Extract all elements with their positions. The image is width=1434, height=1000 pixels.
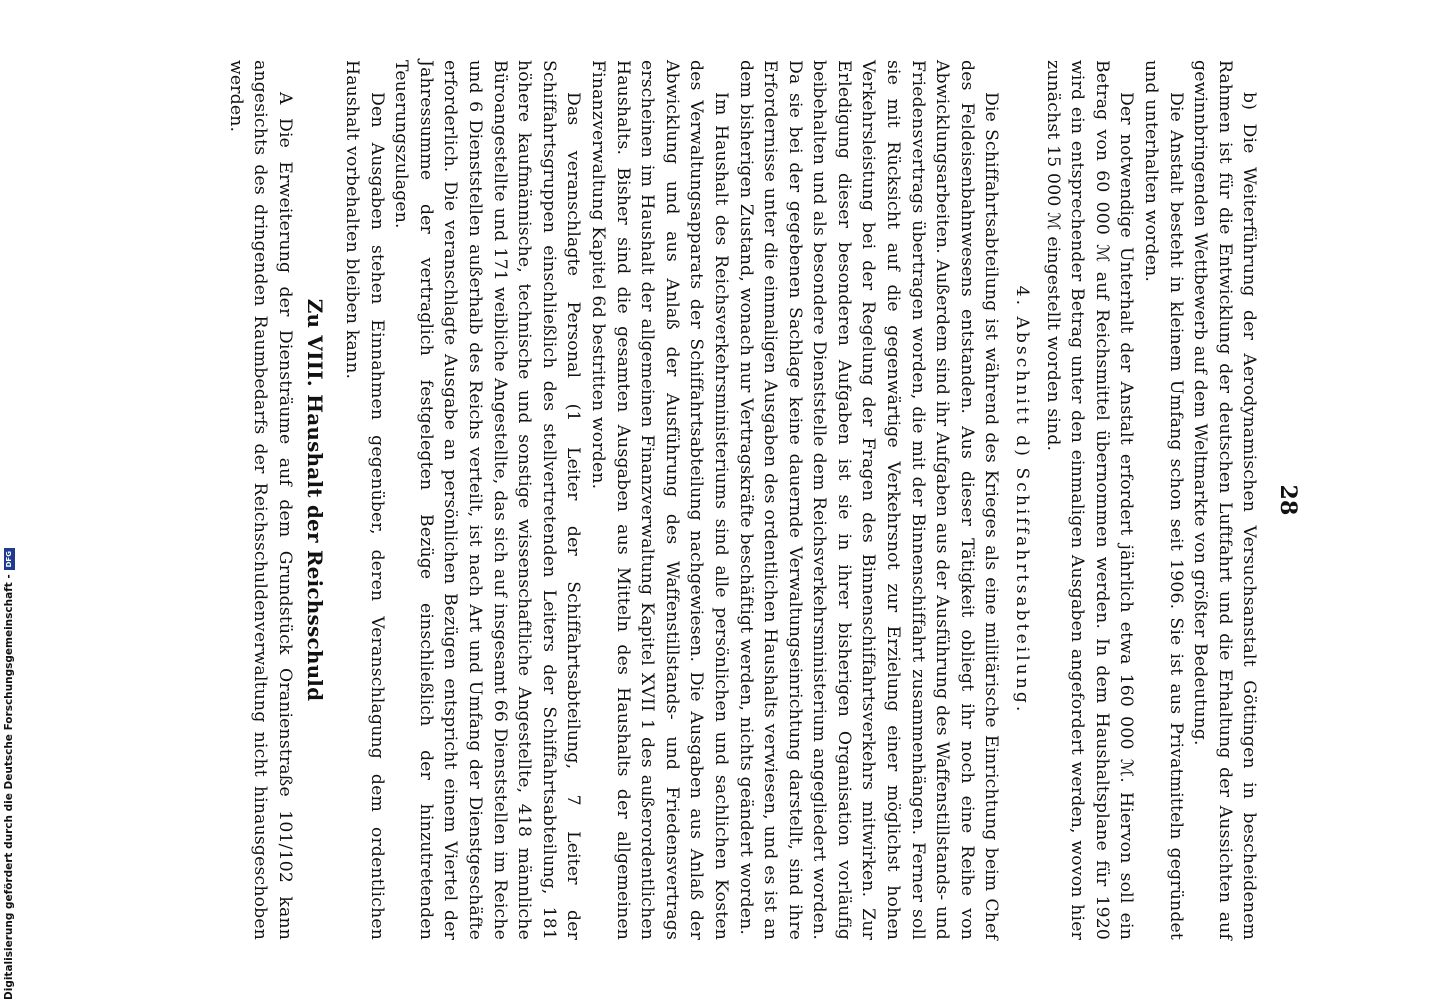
dfg-logo-icon: DFG xyxy=(4,548,15,570)
paragraph-schiffahrt-3: Das veranschlagte Personal (1 Leiter der Schiffahrtsabteilung, 7 Leiter der Schiffahrtsgruppen einschließlich des stellvertretenden Leiters der Schiffahrtsabteilung, 181 höhere kaufmännische, technische und sonstige wissenschaftliche Angestellte, 418 männliche Büroangestellte und 171 weibliche Angestellte, das sich auf insgesamt 66 Dienststellen im Reiche und 6 Dienststellen außerhalb des Reichs verteilt, ist nach Art und Umfang der Dienstgeschäfte erforderlich. Die veranschlagte Ausgabe an persönlichen Bezügen entspricht einem Viertel der Jahressumme der vertraglich festgelegten Bezüge einschließlich der hinzutretenden Teuerungszulagen. xyxy=(391,60,584,940)
paragraph-b-intro: b) Die Weiterführung der Aerodynamischen Versuchsanstalt Göttingen in bescheidenem Rahmen ist für die Entwicklung der deutschen Luftfahrt und die Erhaltung der Aussichten auf gewinnbringenden Wettbewerb auf dem Weltmarkte von größter Bedeutung. xyxy=(1190,60,1260,940)
paragraph-viii-1: A Die Erweiterung der Diensträume auf dem Grundstück Oranienstraße 101/102 kann angesichts des dringenden Raumbedarfs der Reichsschuldenverwaltung nicht hinausgeschoben werden. xyxy=(225,60,295,940)
paragraph-schiffahrt-4: Den Ausgaben stehen Einnahmen gegenüber, deren Veranschlagung dem ordentlichen Haushalt vorbehalten bleiben kann. xyxy=(342,60,387,940)
paragraph-schiffahrt-2: Im Haushalt des Reichsverkehrsministeriums sind alle persönlichen und sachlichen Kosten des Verwaltungsapparats der Schiffahrtsabteilung nachgewiesen. Die Ausgaben aus Anlaß der Abwicklung und aus Anlaß der Ausführung des Waffenstillstands- und Friedensvertrags erscheinen im Haushalt der allgemeinen Finanzverwaltung Kapitel XVII 1 des außerordentlichen Haushalts. Bisher sind die gesamten Ausgaben aus Mitteln des Haushalts der allgemeinen Finanzverwaltung Kapitel 6d bestritten worden. xyxy=(587,60,731,940)
section-heading-viii: Zu VIII. Haushalt der Reichsschuld xyxy=(303,298,328,702)
rotated-text-block xyxy=(100,60,1300,940)
paragraph-unterhalt: Der notwendige Unterhalt der Anstalt erfordert jährlich etwa 160 000 ℳ. Hiervon soll ein Betrag von 60 000 ℳ auf Reichsmittel übernommen werden. In dem Haushaltsplane für 1920 wird ein entsprechender Betrag unter den einmaligen Ausgaben angefordert werden, wovon hier zunächst 15 000 ℳ eingestellt worden sind. xyxy=(1042,60,1137,940)
section-heading-schiffahrt: 4. Abschnitt d) Schiffahrtsabteilung. xyxy=(1012,285,1033,715)
digitization-footer xyxy=(2,548,16,1000)
paragraph-schiffahrt-1: Die Schiffahrtsabteilung ist während des Krieges als eine militärische Einrichtung beim Chef des Feldeisenbahnwesens entstanden. Aus dieser Tätigkeit obliegt ihr noch eine Reihe von Abwicklungsarbeiten. Außerdem sind ihr Aufgaben aus der Ausführung des Waffenstillstands- und Friedensvertrags übertragen worden, die mit der Binnenschiffahrt zusammenhängen. Ferner soll sie mit Rücksicht auf die gegenwärtige Verkehrsnot zur Erzielung einer möglichst hohen Verkehrsleistung bei der Regelung der Fragen des Binnenschiffahrtsverkehrs mitwirken. Zur Erledigung dieser besonderen Aufgaben ist sie in ihrer bisherigen Organisation vorläufig beibehalten und als besondere Dienststelle dem Reichsverkehrsministerium angegliedert worden. Da sie bei der gegebenen Sachlage keine dauernde Verwaltungseinrichtung darstellt, sind ihre Erfordernisse unter die einmaligen Ausgaben des ordentlichen Haushalts verwiesen, und es ist an dem bisherigen Zustand, wonach nur Vertragskräfte beschäftigt werden, nichts geändert worden. xyxy=(735,60,1002,940)
paragraph-anstalt: Die Anstalt besteht in kleinem Umfang schon seit 1906. Sie ist aus Privatmitteln gegründet und unterhalten worden. xyxy=(1141,60,1186,940)
page-number: 28 xyxy=(1275,484,1301,516)
footer-text: Digitalisierung gefördert durch die Deutsche Forschungsgemeinschaft - xyxy=(3,574,15,1000)
